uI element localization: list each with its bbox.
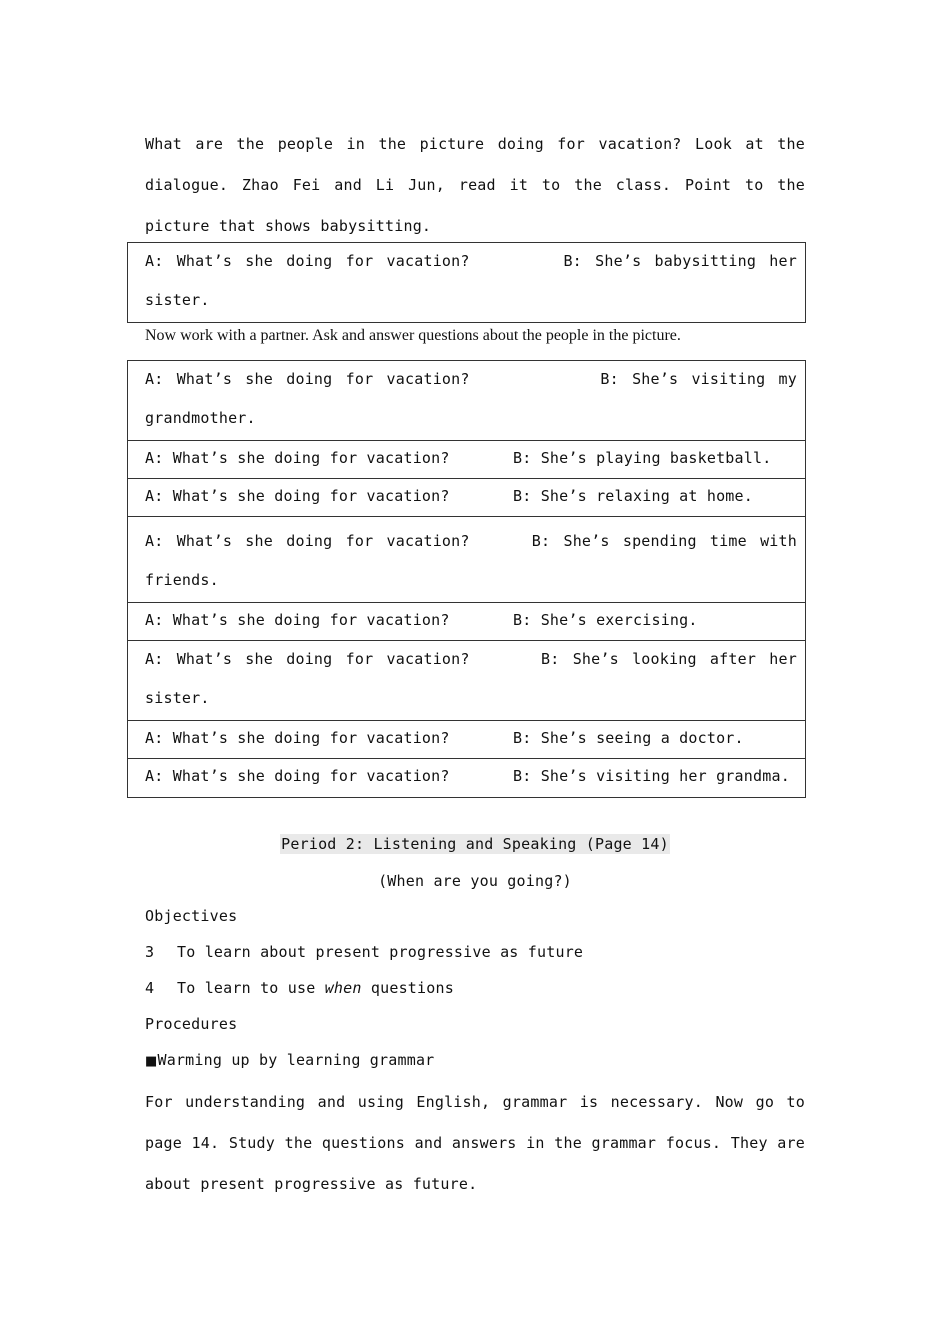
question-text: A: What’s she doing for vacation? bbox=[145, 611, 450, 629]
procedure-step bbox=[145, 1048, 434, 1074]
answer-continuation: sister. bbox=[145, 291, 210, 309]
intro-paragraph: What are the people in the picture doing for vacation? Look at the dialogue. Zhao Fei and Li Jun, read it to the class. Point to the picture that shows babysitting. bbox=[145, 135, 805, 235]
answer-text: B: She’s visiting her grandma. bbox=[513, 767, 790, 785]
answer-text: B: She’s visiting my bbox=[600, 370, 797, 388]
objective-text-emphasis: when bbox=[324, 979, 362, 997]
objectives-heading: Objectives bbox=[145, 907, 238, 925]
answer-text: B: She’s babysitting her bbox=[563, 252, 797, 270]
dialogue-row bbox=[128, 361, 805, 441]
dialogue-row bbox=[128, 759, 805, 797]
example-dialogue-row bbox=[128, 243, 805, 323]
procedure-step-text: Warming up by learning grammar bbox=[157, 1051, 435, 1069]
question-text: A: What’s she doing for vacation? bbox=[145, 487, 450, 505]
question-text: A: What’s she doing for vacation? bbox=[145, 252, 470, 270]
dialogue-row bbox=[128, 441, 805, 479]
answer-text: B: She’s playing basketball. bbox=[513, 449, 772, 467]
question-text: A: What’s she doing for vacation? bbox=[145, 449, 450, 467]
dialogue-row bbox=[128, 603, 805, 641]
procedures-paragraph: For understanding and using English, grammar is necessary. Now go to page 14. Study the questions and answers in the grammar focus. They are about present progressive as future. bbox=[145, 1093, 805, 1193]
question-text: A: What’s she doing for vacation? bbox=[145, 650, 470, 668]
dialogue-row bbox=[128, 479, 805, 517]
pair-work-note: Now work with a partner. Ask and answer questions about the people in the picture. bbox=[145, 327, 681, 344]
answer-text: B: She’s relaxing at home. bbox=[513, 487, 753, 505]
objective-item bbox=[145, 940, 583, 964]
objective-text-post: questions bbox=[361, 979, 454, 997]
objective-item bbox=[145, 976, 454, 1000]
dialogue-table bbox=[127, 360, 806, 798]
objective-text: To learn about present progressive as future bbox=[177, 943, 584, 961]
objective-text-pre: To learn to use bbox=[177, 979, 325, 997]
answer-continuation: grandmother. bbox=[145, 409, 256, 427]
square-bullet-icon: ■ bbox=[145, 1054, 158, 1069]
answer-continuation: sister. bbox=[145, 689, 210, 707]
objective-number: 3 bbox=[145, 943, 155, 961]
answer-text: B: She’s looking after her bbox=[541, 650, 797, 668]
answer-continuation: friends. bbox=[145, 571, 219, 589]
dialogue-row bbox=[128, 523, 805, 603]
objective-number: 4 bbox=[145, 979, 155, 997]
procedures-heading: Procedures bbox=[145, 1015, 238, 1033]
question-text: A: What’s she doing for vacation? bbox=[145, 729, 450, 747]
answer-text: B: She’s spending time with bbox=[531, 532, 797, 550]
answer-text: B: She’s exercising. bbox=[513, 611, 698, 629]
period-title: Period 2: Listening and Speaking (Page 14) bbox=[281, 835, 669, 853]
dialogue-row bbox=[128, 721, 805, 759]
question-text: A: What’s she doing for vacation? bbox=[145, 767, 450, 785]
question-text: A: What’s she doing for vacation? bbox=[145, 532, 470, 550]
question-text: A: What’s she doing for vacation? bbox=[145, 370, 470, 388]
dialogue-row bbox=[128, 641, 805, 721]
example-dialogue-box bbox=[127, 242, 806, 323]
period-subtitle: (When are you going?) bbox=[378, 872, 572, 890]
answer-text: B: She’s seeing a doctor. bbox=[513, 729, 744, 747]
